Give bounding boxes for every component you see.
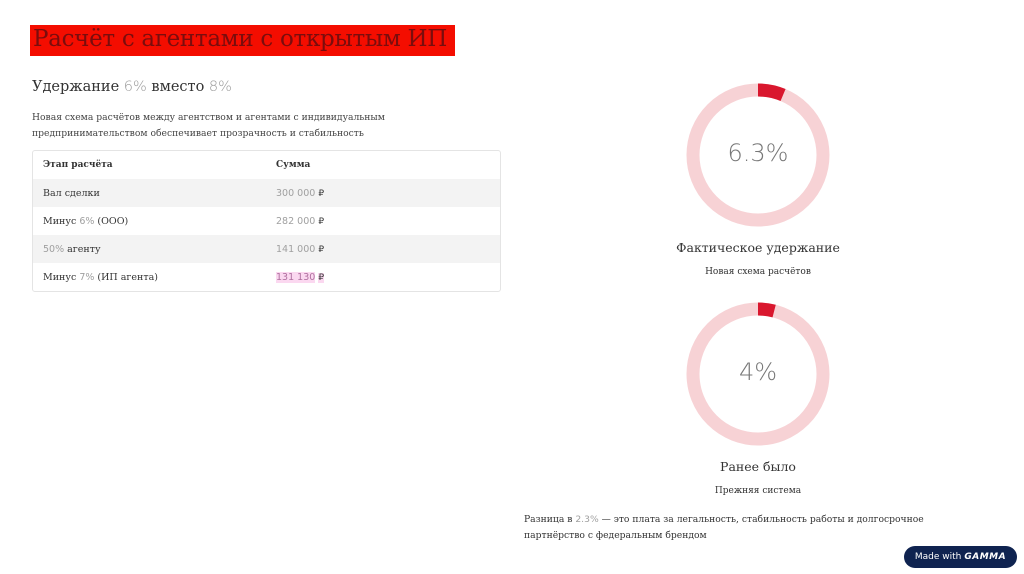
row-amount [276, 216, 324, 227]
ring-actual-retention [686, 83, 830, 227]
table-row [33, 263, 500, 291]
description: Новая схема расчётов между агентством и агентами с индивидуальным предпринимательством обеспечивает прозрачность и стабильность [32, 112, 385, 139]
footnote-prefix: Разница в [524, 514, 576, 525]
row-stage [43, 216, 128, 227]
stage-text: Минус [43, 216, 80, 227]
amount-value: 141 000 [276, 244, 316, 255]
stage-text: Вал сделки [43, 188, 100, 199]
stage-percent: 50% [43, 244, 65, 255]
table-header-amount: Сумма [276, 160, 311, 170]
row-stage [43, 272, 158, 283]
stage-text-suffix: (ООО) [94, 216, 129, 227]
table-row [33, 207, 500, 235]
badge-label: Made with [914, 552, 962, 562]
row-amount [276, 244, 324, 255]
ring-caption: Фактическое удержание [676, 240, 840, 255]
currency-sign: ₽ [318, 273, 325, 283]
stage-text: Минус [43, 272, 80, 283]
difference-footnote [524, 512, 964, 544]
ring-caption: Ранее было [720, 459, 796, 474]
ring-value: 4% [738, 358, 778, 386]
amount-value: 282 000 [276, 216, 316, 227]
footnote-text: — это плата за легальность, стабильность работы и долгосрочное партнёрство с федеральным брендом [524, 514, 924, 541]
made-with-gamma-badge[interactable] [904, 546, 1017, 568]
stage-percent: 7% [79, 272, 95, 283]
subtitle-current: 6% [123, 79, 147, 95]
row-stage [43, 244, 101, 255]
retention-subtitle [32, 79, 232, 95]
stage-text-suffix: агенту [64, 244, 101, 255]
ring-value: 6.3% [727, 139, 789, 167]
table-header-row [33, 151, 500, 179]
amount-value: 300 000 [276, 188, 316, 199]
currency-sign: ₽ [318, 245, 325, 255]
stage-text-suffix: (ИП агента) [94, 272, 158, 283]
stage-percent: 6% [79, 216, 95, 227]
gamma-logo: GAMMA [964, 552, 1007, 562]
calculation-table [32, 150, 501, 292]
row-stage [43, 188, 100, 199]
subtitle-middle: вместо [146, 79, 209, 95]
table-row [33, 235, 500, 263]
ring-previous-retention [686, 302, 830, 446]
table-row [33, 179, 500, 207]
subtitle-previous: 8% [208, 79, 232, 95]
ring-subcaption: Новая схема расчётов [705, 267, 811, 277]
page-title: Расчёт с агентами с открытым ИП [33, 26, 447, 52]
ring-subcaption: Прежняя система [714, 486, 802, 496]
row-amount [276, 272, 324, 283]
table-header-stage: Этап расчёта [43, 160, 113, 170]
footnote-number: 2.3% [575, 514, 599, 525]
subtitle-prefix: Удержание [32, 79, 124, 95]
amount-value-highlighted: 131 130 [276, 272, 316, 283]
row-amount [276, 188, 324, 199]
currency-sign: ₽ [318, 189, 325, 199]
currency-sign: ₽ [318, 217, 325, 227]
title-highlight [30, 25, 455, 56]
